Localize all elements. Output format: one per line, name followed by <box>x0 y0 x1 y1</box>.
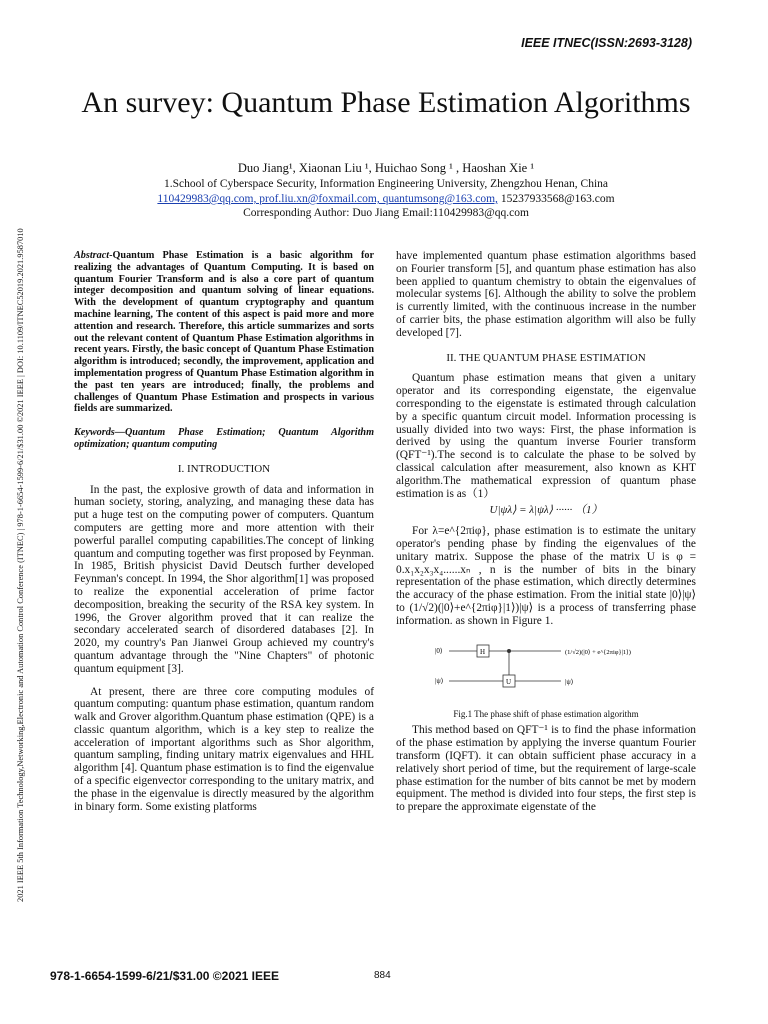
circuit-output-top: (1/√2)(|0⟩ + e^{2πiφ}|1⟩) <box>565 648 631 656</box>
circuit-output-bottom: |ψ⟩ <box>565 677 574 686</box>
circuit-input-top: |0⟩ <box>435 646 443 655</box>
gate-u-label: U <box>506 677 512 686</box>
equation-1: U|ψλ⟩ = λ|ψλ⟩ ······ （1） <box>489 504 603 517</box>
journal-header: IEEE ITNEC(ISSN:2693-3128) <box>521 36 692 50</box>
keywords <box>74 427 374 451</box>
affiliation: 1.School of Cyberspace Security, Information Engineering University, Zhengzhou Henan, China <box>163 178 609 190</box>
section-heading-introduction: I. INTRODUCTION <box>177 462 271 475</box>
gate-h-label: H <box>480 647 486 656</box>
keywords-text: Quantum Phase Estimation; Quantum Algorithm optimization; quantum computing <box>74 427 374 450</box>
keywords-lead: Keywords— <box>74 427 125 439</box>
corresponding-author: Corresponding Author: Duo Jiang Email:110429983@qq.com <box>243 207 529 219</box>
qpe-paragraph-3: This method based on QFT⁻¹ is to find the phase information of the phase estimation by applying the inverse quantum Fourier transform (IQFT). it can obtain sufficient phase accuracy in a relatively short period of time, but the requirement of large-scale phase estimation for the number of bits cannot be met by modern equipment. The method is divided into four steps, the first step is to prepare the approximate eigenstate of the <box>396 724 696 814</box>
figure-circuit <box>396 636 696 706</box>
circuit-input-bottom: |ψ⟩ <box>435 676 444 685</box>
paper-title: An survey: Quantum Phase Estimation Algorithms <box>81 86 691 119</box>
email-line <box>80 193 692 205</box>
abstract <box>74 250 374 415</box>
qpe-paragraph-1: Quantum phase estimation means that given a unitary operator and its corresponding eigenstate, the eigenvalue corresponding to the eigenstate is estimated through calculation by a specific quantum circuit model. Information processing is usually divided into two ways: First, the phase information is derived by using the quantum inverse Fourier transform (QFT⁻¹).The second is to calculate the phase to be solved by classical calculation after measurement, also known as KHT algorithm.The mathematical expression of quantum phase estimation is as（1） <box>396 372 696 500</box>
author-list: Duo Jiang¹, Xiaonan Liu ¹, Huichao Song ¹ , Haoshan Xie ¹ <box>237 161 535 175</box>
intro-paragraph-2: At present, there are three core computing modules of quantum computing: quantum phase estimation, quantum random walk and Grover algorithm.Quantum phase estimation (QPE) is a classic quantum algorithm, which is a key step to realize the acceleration of important algorithms such as Shor algorithm, quantum sampling, finding unitary matrix eigenvalues and HHL algorithm [4]. Quantum phase estimation is to find the eigenvalue of a specific eigenvector corresponding to the unitary matrix, and the phase in the eigenvalue is directly measured by the algorithm in binary form. Some existing platforms <box>74 685 374 813</box>
section-heading-qpe: II. THE QUANTUM PHASE ESTIMATION <box>446 351 646 364</box>
qpe-paragraph-2: For λ=e^{2πiφ}, phase estimation is to estimate the unitary operator's pending phase by finding the eigenvalues of the unitary matrix. Suppose the phase of the matrix U is φ = 0.x₁x₂x₃x₄......xₙ , n is the number of bits in the binary representation of the phase estimation, which directly determines the accuracy of the phase estimation. From the initial state |0⟩|ψ⟩ to (1/√2)(|0⟩+e^{2πiφ}|1⟩)|ψ⟩ is a process of transferring phase information. as shown in Figure 1. <box>396 525 696 627</box>
right-column <box>396 250 696 814</box>
circuit-diagram <box>431 636 661 698</box>
footer-isbn: 978-1-6654-1599-6/21/$31.00 ©2021 IEEE <box>50 969 280 983</box>
page-number: 884 <box>374 970 391 981</box>
doi-sidebar: 2021 IEEE 5th Information Technology,Networking,Electronic and Automation Control Conference (ITNEC) | 978-1-6654-1599-6/21/$31.00 ©2021 IEEE | DOI: 10.1109/ITNEC52019.2021.9587010 <box>16 228 25 902</box>
email-links[interactable]: 110429983@qq.com, prof.liu.xn@foxmail.com, quantumsong@163.com, <box>157 193 498 205</box>
intro-paragraph-1: In the past, the explosive growth of data and information in human society, storing, analyzing, and managing these data has put a huge test on the computing power of computers. Quantum computers are getting more and more attention with their powerful parallel computing capabilities.The concept of linking quantum and computing together was first proposed by Feynman. In 1985, British physicist David Deutsch further developed Feynman's concept. In 1994, the Shor algorithm[1] was proposed to realize the exponential acceleration of prime factor decomposition, breaking the security of the RSA key system. In 1996, the Grover algorithm proved that it can realize the secondary accelerated search of disordered databases [2]. In 2020, my country's Pan Jianwei Group achieved my country's quantum advantage through the "Nine Chapters" of photonic quantum equipment [3]. <box>74 483 374 675</box>
right-paragraph-1: have implemented quantum phase estimation algorithms based on Fourier transform [5], and quantum phase estimation has also been applied to quantum chemistry to obtain the eigenvalues of molecular systems [6]. Although the ability to solve the problem is currently limited, with the continuous increase in the number of carrier bits, the phase estimation algorithm will also be fully developed [7]. <box>396 250 696 339</box>
figure-caption: Fig.1 The phase shift of phase estimation algorithm <box>453 708 639 719</box>
email-plain: 15237933568@163.com <box>497 193 615 205</box>
left-column <box>74 250 374 813</box>
abstract-text: -Quantum Phase Estimation is a basic algorithm for realizing the advantages of Quantum Computing. It is based on quantum Fourier Transform and is also a core part of quantum integer decomposition and quantum solving of linear equations. With the development of quantum cryptography and quantum machine learning, The content of this aspect is paid more and more attention and research. Therefore, this article summarizes and sorts out the relevant content of Quantum Phase Estimation algorithms in recent years. Firstly, the basic concept of Quantum Phase Estimation algorithm is introduced; secondly, the improvement, application and implementation progress of Quantum Phase Estimation algorithm in the past ten years are introduced; finally, the problems and challenges of Quantum Phase Estimation and prospects in various fields are summarized. <box>74 250 374 415</box>
abstract-lead: Abstract <box>74 250 110 261</box>
